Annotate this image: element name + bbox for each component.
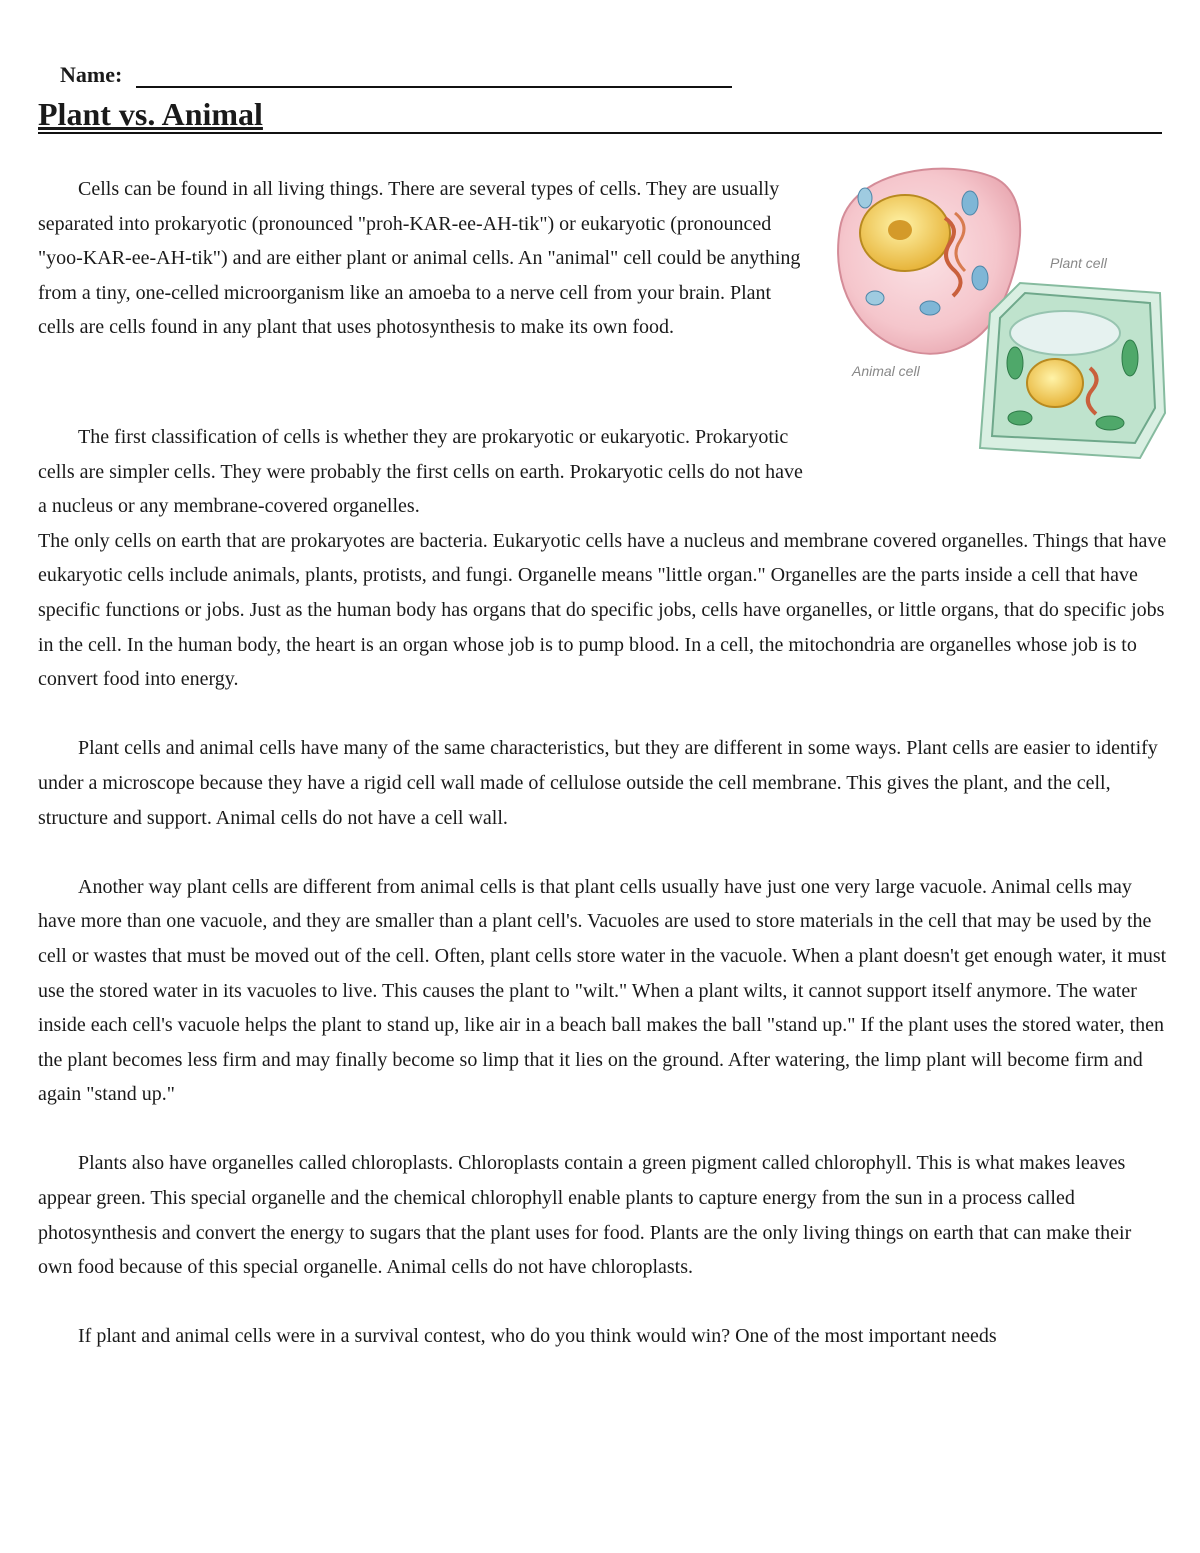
paragraph-2a: The first classification of cells is whether they are prokaryotic or eukaryotic. Prokaryotic cells are simpler cells. They were probably the first cells on earth. Prokaryotic cells do not have a nucleus or any membrane-covered organelles.: [38, 426, 803, 518]
name-blank-line[interactable]: [136, 66, 732, 88]
page-title: Plant vs. Animal: [38, 96, 263, 132]
paragraph-4: Another way plant cells are different from animal cells is that plant cells usually have just one very large vacuole. Animal cells may have more than one vacuole, and they are smaller than a plant cell's. Vacuoles are used to store materials in the cell that may be used by the cell or wastes that must be moved out of the cell. Often, plant cells store water in the vacuole. When a plant doesn't get enough water, it must use the stored water in its vacuoles to live. This causes the plant to "wilt." When a plant wilts, it cannot support itself anymore. The water inside each cell's vacuole helps the plant to stand up, like air in a beach ball makes the ball "stand up." If the plant uses the stored water, then the plant becomes less firm and may finally become so limp that it lies on the ground. After watering, the limp plant will become firm and again "stand up.": [38, 875, 1167, 1106]
paragraph-3: Plant cells and animal cells have many of the same characteristics, but they are different in some ways. Plant cells are easier to identify under a microscope because they have a rigid cell wall made of cellulose outside the cell membrane. This gives the plant, and the cell, structure and support. Animal cells do not have a cell wall.: [38, 737, 1158, 829]
title-row: [38, 96, 1162, 134]
paragraph-1: Cells can be found in all living things. There are several types of cells. They are usually separated into prokaryotic (pronounced "proh-KAR-ee-AH-tik") or eukaryotic (pronounced "yoo-KAR-ee-AH-tik") and are either plant or animal cells. An "animal" cell could be anything from a tiny, one-celled microorganism like an amoeba to a nerve cell from your brain. Plant cells are cells found in any plant that uses photosynthesis to make its own food.: [38, 178, 801, 339]
paragraph-5: Plants also have organelles called chloroplasts. Chloroplasts contain a green pigment called chlorophyll. This is what makes leaves appear green. This special organelle and the chemical chlorophyll enable plants to capture energy from the sun in a process called photosynthesis and convert the energy to sugars that the plant uses for food. Plants are the only living things on earth that can make their own food because of this special organelle. Animal cells do not have chloroplasts.: [38, 1152, 1132, 1279]
plant-cell-label: Plant cell: [1050, 255, 1107, 271]
cell-diagram-figure: [820, 158, 1170, 463]
name-label: Name:: [60, 62, 123, 87]
animal-cell-label: Animal cell: [852, 363, 920, 379]
paragraph-2b: The only cells on earth that are prokaryotes are bacteria. Eukaryotic cells have a nucleus and membrane covered organelles. Things that have eukaryotic cells include animals, plants, protists, and fungi. Organelle means "little organ." Organelles are the parts inside a cell that have specific functions or jobs. Just as the human body has organs that do specific jobs, cells have organelles, or little organs, that do specific jobs in the cell. In the human body, the heart is an organ whose job is to pump blood. In a cell, the mitochondria are organelles whose job is to convert food into energy.: [38, 529, 1167, 691]
paragraph-6: If plant and animal cells were in a survival contest, who do you think would win? One of the most important needs: [78, 1325, 997, 1348]
name-row: [60, 62, 732, 88]
body-text-block: [38, 420, 1168, 1354]
intro-paragraph-block: [38, 172, 808, 345]
